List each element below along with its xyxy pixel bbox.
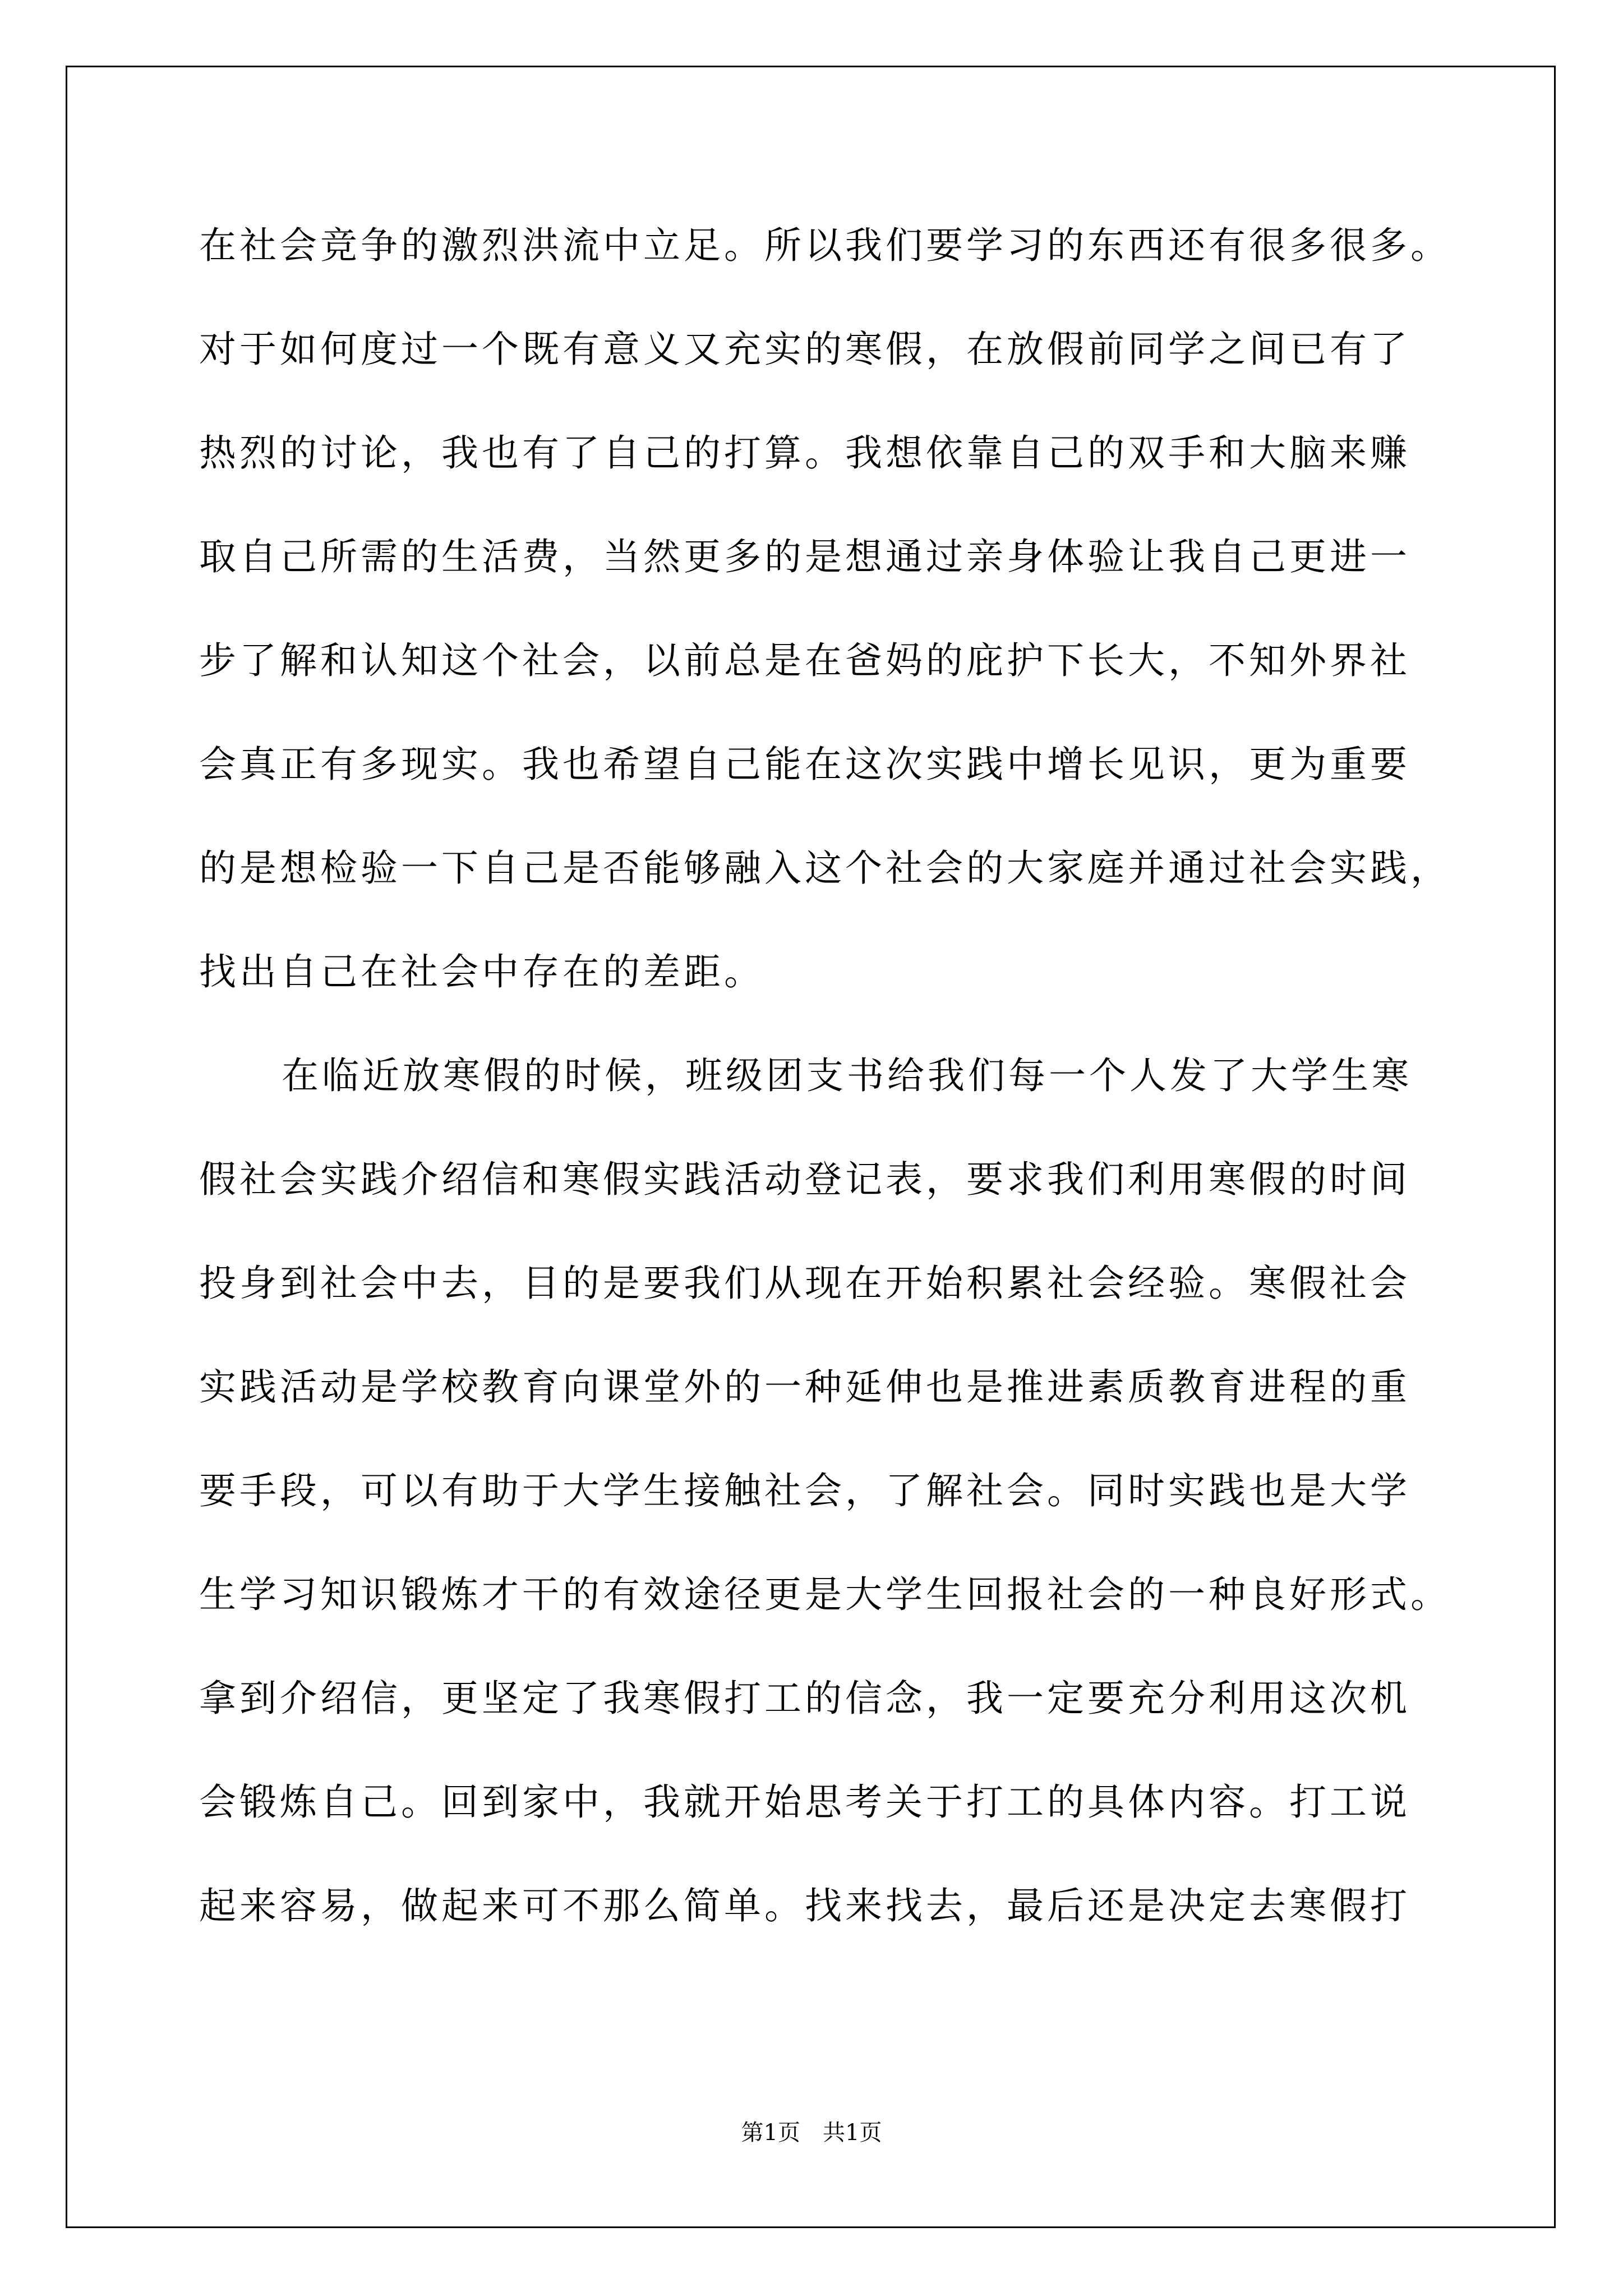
text-line: 要手段，可以有助于大学生接触社会，了解社会。同时实践也是大学 [199,1469,1410,1512]
text-line: 步了解和认知这个社会，以前总是在爸妈的庇护下长大，不知外界社 [199,639,1410,682]
text-line: 实践活动是学校教育向课堂外的一种延伸也是推进素质教育进程的重 [199,1365,1410,1409]
text-line: 投身到社会中去，目的是要我们从现在开始积累社会经验。寒假社会 [199,1262,1410,1305]
text-line: 对于如何度过一个既有意义又充实的寒假，在放假前同学之间已有了 [199,328,1410,371]
text-line: 在社会竞争的激烈洪流中立足。所以我们要学习的东西还有很多很多。 [199,224,1451,267]
text-line: 取自己所需的生活费，当然更多的是想通过亲身体验让我自己更进一 [199,535,1410,578]
paragraph-first-line: 在临近放寒假的时候，班级团支书给我们每一个人发了大学生寒 [282,1054,1412,1097]
page-footer: 第1页 共1页 [741,2120,882,2146]
text-line: 的是想检验一下自己是否能够融入这个社会的大家庭并通过社会实践， [199,846,1451,890]
text-line: 会锻炼自己。回到家中，我就开始思考关于打工的具体内容。打工说 [199,1780,1410,1824]
text-line: 假社会实践介绍信和寒假实践活动登记表，要求我们利用寒假的时间 [199,1158,1410,1201]
text-line: 起来容易，做起来可不那么简单。找来找去，最后还是决定去寒假打 [199,1884,1410,1927]
text-line: 生学习知识锻炼才干的有效途径更是大学生回报社会的一种良好形式。 [199,1573,1451,1616]
text-line: 热烈的讨论，我也有了自己的打算。我想依靠自己的双手和大脑来赚 [199,431,1410,475]
text-line: 拿到介绍信，更坚定了我寒假打工的信念，我一定要充分利用这次机 [199,1677,1410,1720]
text-line: 找出自己在社会中存在的差距。 [199,950,764,993]
text-line: 会真正有多现实。我也希望自己能在这次实践中增长见识，更为重要 [199,743,1410,786]
